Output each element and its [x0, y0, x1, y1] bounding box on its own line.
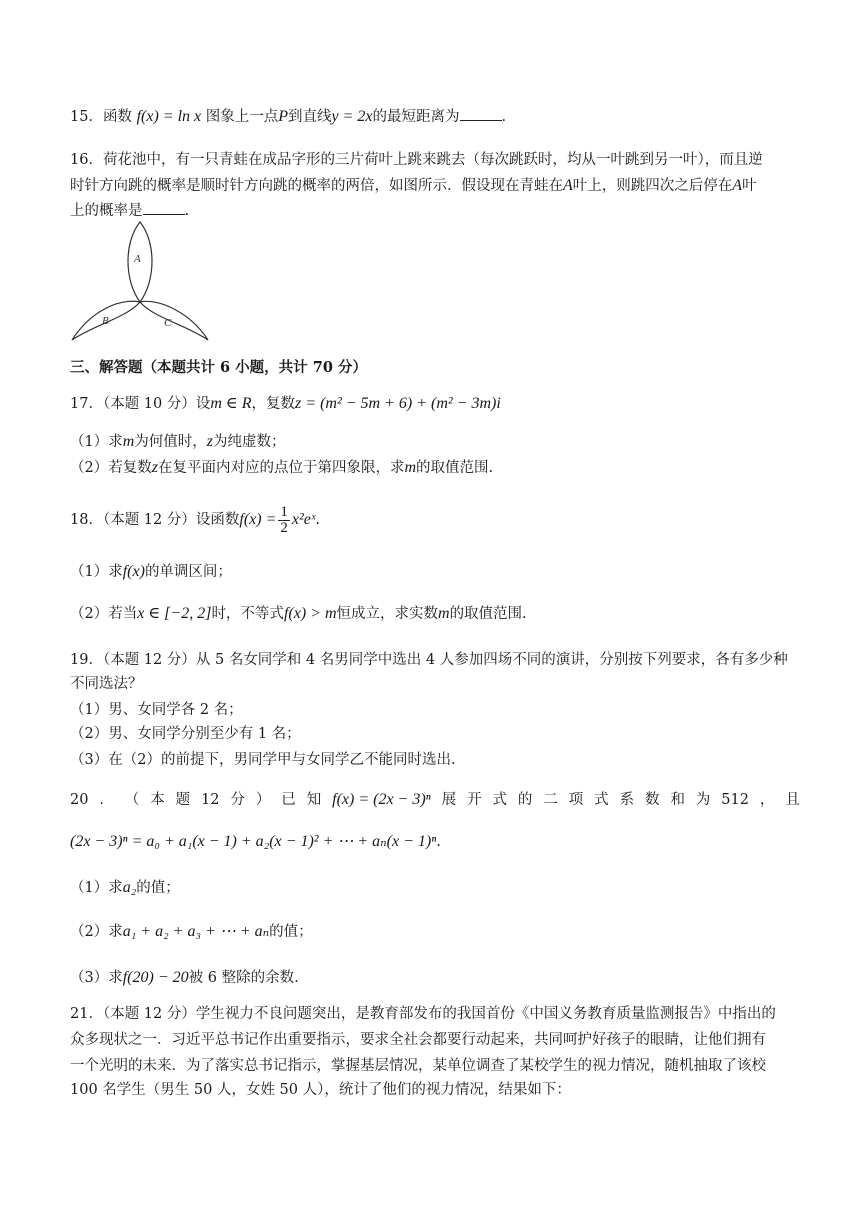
q17-part-1	[70, 432, 800, 452]
q20-part-3	[70, 968, 800, 988]
answer-blank	[460, 106, 502, 121]
q18-p2-ineq: f(x) > m	[283, 605, 337, 622]
q19-part-1: （1）男、女同学各 2 名；	[70, 702, 243, 718]
q20-token: 项	[568, 792, 584, 808]
q17-p1-c: 为纯虚数；	[213, 434, 286, 450]
q20-p1-var: a₂	[122, 879, 137, 896]
q19-line-1: 19．（本题 12 分）从 5 名女同学和 4 名男同学中选出 4 人参加四场不同的演讲，分别按下列要求，各有多少种	[70, 652, 788, 668]
q20-token: 12	[201, 792, 220, 808]
q18-frac-den: 2	[280, 519, 288, 536]
q19-part-3: （3）在（2）的前提下，男同学甲与女同学乙不能同时选出.	[70, 752, 456, 768]
q18-p2-b: 时，不等式	[211, 606, 284, 622]
q20-token: 和	[670, 792, 685, 808]
q17-p2-a: （2）若复数	[70, 460, 152, 476]
q21-line-4: 100 名学生（男生 50 人，女姓 50 人），统计了他们的视力情况，结果如下：	[70, 1082, 571, 1098]
answer-blank	[143, 200, 185, 215]
q20-p2-sum: a₁ + a₂ + a₃ + ⋯ + aₙ	[122, 923, 270, 940]
q20-token: 为	[695, 792, 711, 808]
q19-part-2: （2）男、女同学分别至少有 1 名；	[70, 726, 301, 742]
q18-p2-cond: x ∈ [−2, 2]	[137, 605, 212, 622]
q16-end: .	[184, 203, 190, 219]
q20-token: ，	[759, 792, 775, 808]
q20-p1-b: 的值；	[136, 880, 180, 896]
q20-p3-expr: f(20) − 20	[122, 969, 189, 986]
q18-lead: 18．（本题 12 分）设函数	[70, 512, 240, 528]
q17-mid: ，复数	[251, 396, 296, 412]
q17-p2-c: 的取值范围.	[416, 460, 494, 476]
q17-p1-z: z	[206, 433, 214, 450]
q16-line-1: 16．荷花池中，有一只青蛙在成品字形的三片荷叶上跳来跳去（每次跳跃时，均从一叶跳到另一叶），而且逆	[70, 152, 763, 168]
q18-p1-a: （1）求	[70, 564, 123, 580]
q17-p2-m: m	[404, 459, 417, 476]
q17-formula: z = (m² − 5m + 6) + (m² − 3m)i	[295, 395, 501, 412]
q20-token: 式	[594, 792, 609, 808]
q20-function-formula: f(x) = (2x − 3)ⁿ	[332, 791, 431, 808]
q20-token: 式	[492, 792, 507, 808]
q18-p2-c: 恒成立，求实数	[336, 606, 438, 622]
q18-formula-rhs: x²eˣ	[291, 511, 316, 528]
q15-point: P	[278, 108, 288, 125]
q16-leaf-suffix: 叶	[742, 178, 757, 194]
q20-token: 的	[517, 792, 533, 808]
section-3-heading: 三、解答题（本题共计 6 小题，共计 70 分）	[70, 359, 367, 376]
q18-end: .	[315, 512, 320, 528]
q20-expansion-end: .	[436, 834, 441, 850]
q15-line-eq: y = 2x	[331, 108, 373, 125]
q18-p1-f: f(x)	[122, 563, 145, 580]
q17-p2-b: 在复平面内对应的点位于第四象限，求	[157, 460, 405, 476]
q20-token: （	[124, 792, 140, 808]
q18-p1-b: 的单调区间；	[144, 564, 232, 580]
q20-p2-a: （2）求	[70, 924, 123, 940]
q21-line-2: 众多现状之一．习近平总书记作出重要指示，要求全社会都要行动起来，共同呵护好孩子的眼睛，让他们拥有	[70, 1032, 766, 1048]
leaf-label-c: C	[164, 317, 172, 329]
leaf-label-a: A	[134, 253, 141, 265]
q20-token: 开	[467, 792, 482, 808]
q20-p3-b: 被 6 整除的余数.	[188, 970, 299, 986]
q20-part-2	[70, 922, 800, 942]
q20-token: 本	[150, 792, 165, 808]
q20-token: 20	[70, 792, 89, 808]
q20-token: 数	[645, 792, 660, 808]
question-18	[70, 502, 800, 538]
q15-text-a: 函数	[102, 109, 132, 125]
q16-line-2	[70, 176, 800, 196]
q15-end: .	[501, 109, 507, 125]
q20-token: 题	[175, 792, 191, 808]
q20-token: 且	[785, 792, 800, 808]
q20-expansion: (2x − 3)ⁿ = a₀ + a₁(x − 1) + a₂(x − 1)² + ⋯ + aₙ(x − 1)ⁿ	[70, 833, 437, 850]
q17-part-2	[70, 458, 800, 478]
q20-token: 系	[619, 792, 635, 808]
q20-token: 展	[441, 792, 457, 808]
q15-text-b: 图象上一点	[205, 109, 279, 125]
q18-fraction	[278, 505, 290, 536]
q17-p1-a: （1）求	[70, 434, 123, 450]
q18-part-2	[70, 604, 800, 624]
q20-token: ）	[255, 792, 271, 808]
q15-number: 15．	[70, 109, 103, 125]
q18-p2-a: （2）若当	[70, 606, 138, 622]
q18-formula-lhs: f(x) =	[239, 511, 277, 528]
q20-token: 已	[281, 792, 296, 808]
q19-line-2: 不同选法？	[70, 676, 143, 692]
q16-line-2a: 时针方向跳的概率是顺时针方向跳的概率的两倍，如图所示．假设现在青蛙在	[70, 178, 563, 194]
q15-formula: f(x) = ln x	[136, 108, 202, 125]
q18-p2-m: m	[438, 605, 450, 622]
q18-part-1	[70, 562, 800, 582]
q17-p1-b: 为何值时，	[134, 434, 207, 450]
q20-token: ．	[99, 792, 114, 808]
q18-frac-num: 1	[280, 503, 288, 520]
q21-line-3: 一个光明的未来．为了落实总书记指示，掌握基层情况，某单位调查了某校学生的视力情况，随机抽取了该校	[70, 1058, 766, 1074]
q15-text-d: 的最短距离为	[372, 109, 460, 125]
q16-leaf-a-2: A	[732, 177, 743, 194]
q20-token: 512	[721, 792, 749, 808]
q20-line-1	[70, 790, 800, 810]
q17-p1-m: m	[122, 433, 135, 450]
q21-line-1: 21．（本题 12 分）学生视力不良问题突出，是教育部发布的我国首份《中国义务教育质量监测报告》中指出的	[70, 1006, 776, 1022]
q16-line-3a: 上的概率是	[70, 203, 143, 219]
leaf-c-shape	[140, 301, 208, 340]
q20-token: 知	[306, 792, 322, 808]
question-17	[70, 394, 800, 414]
q15-text-c: 到直线	[288, 109, 332, 125]
q20-token: 分	[230, 792, 245, 808]
q20-p2-b: 的值；	[269, 924, 313, 940]
q17-cond: m ∈ R	[210, 395, 252, 412]
question-15	[70, 106, 800, 127]
q17-lead: 17．（本题 10 分）设	[70, 396, 211, 412]
q20-p3-a: （3）求	[70, 970, 123, 986]
q20-p1-a: （1）求	[70, 880, 123, 896]
q16-leaf-a: A	[563, 177, 573, 194]
lotus-leaves-figure	[68, 220, 218, 348]
q16-line-3	[70, 200, 800, 221]
q20-part-1	[70, 878, 800, 898]
q20-expansion-line	[70, 832, 800, 852]
q18-p2-d: 的取值范围.	[449, 606, 527, 622]
q16-line-2b: 叶上，则跳四次之后停在	[572, 178, 733, 194]
leaf-label-b: B	[102, 315, 109, 327]
q17-p2-z: z	[151, 459, 158, 476]
q20-token: 二	[543, 792, 558, 808]
